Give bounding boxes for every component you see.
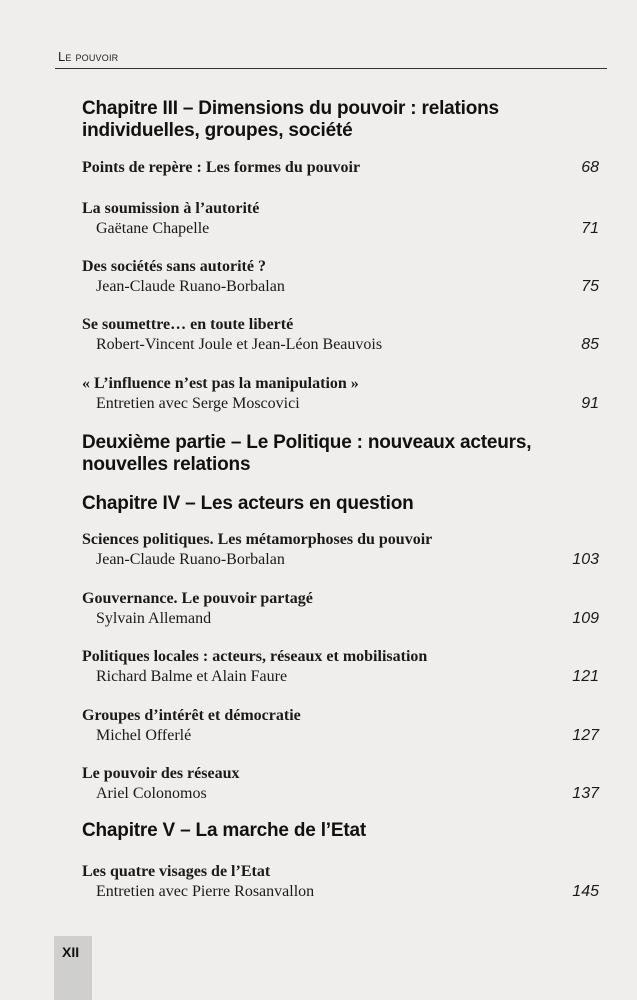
entry-page: 103 (572, 551, 599, 568)
page-folio (54, 936, 92, 1000)
toc-entry[interactable] (82, 315, 607, 355)
entry-author: Richard Balme et Alain Faure (96, 668, 288, 685)
toc-entry[interactable] (82, 764, 607, 804)
toc-entry[interactable] (82, 589, 607, 629)
toc-entry[interactable] (82, 647, 607, 687)
entry-title: Se soumettre… en toute liberté (82, 316, 294, 333)
entry-author: Ariel Colonomos (96, 785, 207, 802)
toc-entry[interactable] (82, 706, 607, 746)
entry-page: 85 (581, 336, 599, 353)
header-rule (55, 68, 607, 69)
entry-author: Sylvain Allemand (96, 610, 212, 627)
toc-entry[interactable] (82, 199, 607, 239)
entry-page: 75 (581, 278, 599, 295)
entry-page: 127 (572, 727, 599, 744)
entry-author: Jean-Claude Ruano-Borbalan (96, 551, 285, 568)
entry-author: Jean-Claude Ruano-Borbalan (96, 278, 285, 295)
entry-page: 68 (581, 159, 599, 176)
entry-title: Sciences politiques. Les métamorphoses du pouvoir (82, 531, 433, 548)
entry-title: Points de repère : Les formes du pouvoir (82, 159, 361, 176)
entry-author: Entretien avec Pierre Rosanvallon (96, 883, 315, 900)
entry-page: 71 (581, 220, 599, 237)
toc-entry[interactable] (82, 374, 607, 414)
entry-title: Politiques locales : acteurs, réseaux et mobilisation (82, 648, 428, 665)
running-header (58, 49, 608, 64)
toc-entry[interactable] (82, 158, 607, 178)
chapter-4-heading: Chapitre IV – Les acteurs en question (82, 493, 414, 514)
part-2-heading: Deuxième partie – Le Politique : nouveaux acteurs, nouvelles relations (82, 432, 532, 475)
entry-author: Michel Offerlé (96, 727, 192, 744)
chapter-3-heading: Chapitre III – Dimensions du pouvoir : relations individuelles, groupes, société (82, 98, 499, 141)
entry-title: Groupes d’intérêt et démocratie (82, 707, 301, 724)
entry-author: Entretien avec Serge Moscovici (96, 395, 300, 412)
entry-title: La soumission à l’autorité (82, 200, 260, 217)
entry-page: 137 (572, 785, 599, 802)
page-number: XII (62, 944, 80, 960)
entry-page: 109 (572, 610, 599, 627)
entry-author: Gaëtane Chapelle (96, 220, 210, 237)
toc-entry[interactable] (82, 257, 607, 297)
entry-title: Les quatre visages de l’Etat (82, 863, 271, 880)
toc-entry[interactable] (82, 862, 607, 902)
toc-entry[interactable] (82, 530, 607, 570)
entry-title: « L’influence n’est pas la manipulation » (82, 375, 359, 392)
entry-title: Des sociétés sans autorité ? (82, 258, 266, 275)
entry-page: 121 (572, 668, 599, 685)
entry-page: 145 (572, 883, 599, 900)
entry-page: 91 (581, 395, 599, 412)
entry-title: Gouvernance. Le pouvoir partagé (82, 590, 313, 607)
entry-title: Le pouvoir des réseaux (82, 765, 240, 782)
entry-author: Robert-Vincent Joule et Jean-Léon Beauvois (96, 336, 383, 353)
chapter-5-heading: Chapitre V – La marche de l’Etat (82, 820, 366, 841)
running-title: Le pouvoir (58, 49, 119, 64)
